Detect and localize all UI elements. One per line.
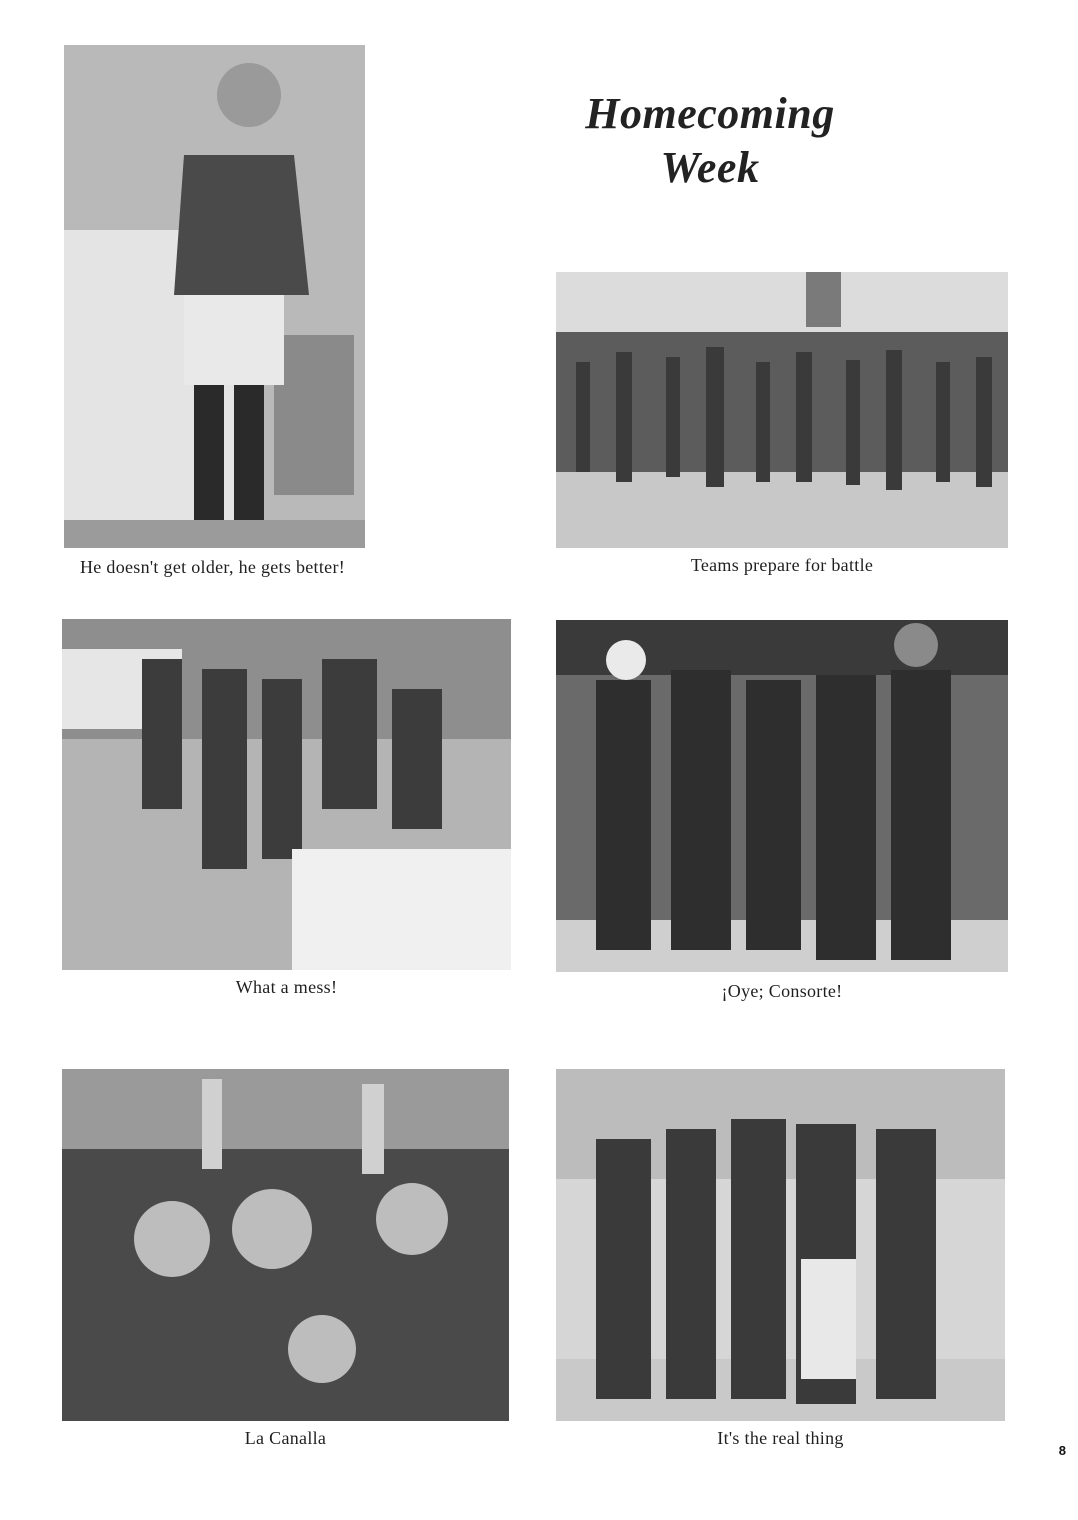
photo-man-standing (64, 45, 365, 548)
photo-group-pose (556, 620, 1008, 972)
page-number: 8 (1058, 1443, 1066, 1458)
photo-caption: What a mess! (235, 977, 338, 997)
photo-caption: Teams prepare for battle (690, 555, 874, 575)
photo-caption: He doesn't get older, he gets better! (80, 557, 346, 577)
photo-real-thing (556, 1069, 1005, 1421)
photo-caption: La Canalla (244, 1428, 327, 1448)
photo-group-activity (62, 619, 511, 970)
photo-teams-crowd (556, 272, 1008, 548)
title-line-1: Homecoming (585, 89, 835, 139)
page-title (520, 87, 900, 195)
photo-cheering-crowd (62, 1069, 509, 1421)
photo-caption: It's the real thing (717, 1428, 844, 1448)
photo-caption: ¡Oye; Consorte! (721, 981, 843, 1001)
title-line-2: Week (660, 143, 760, 193)
